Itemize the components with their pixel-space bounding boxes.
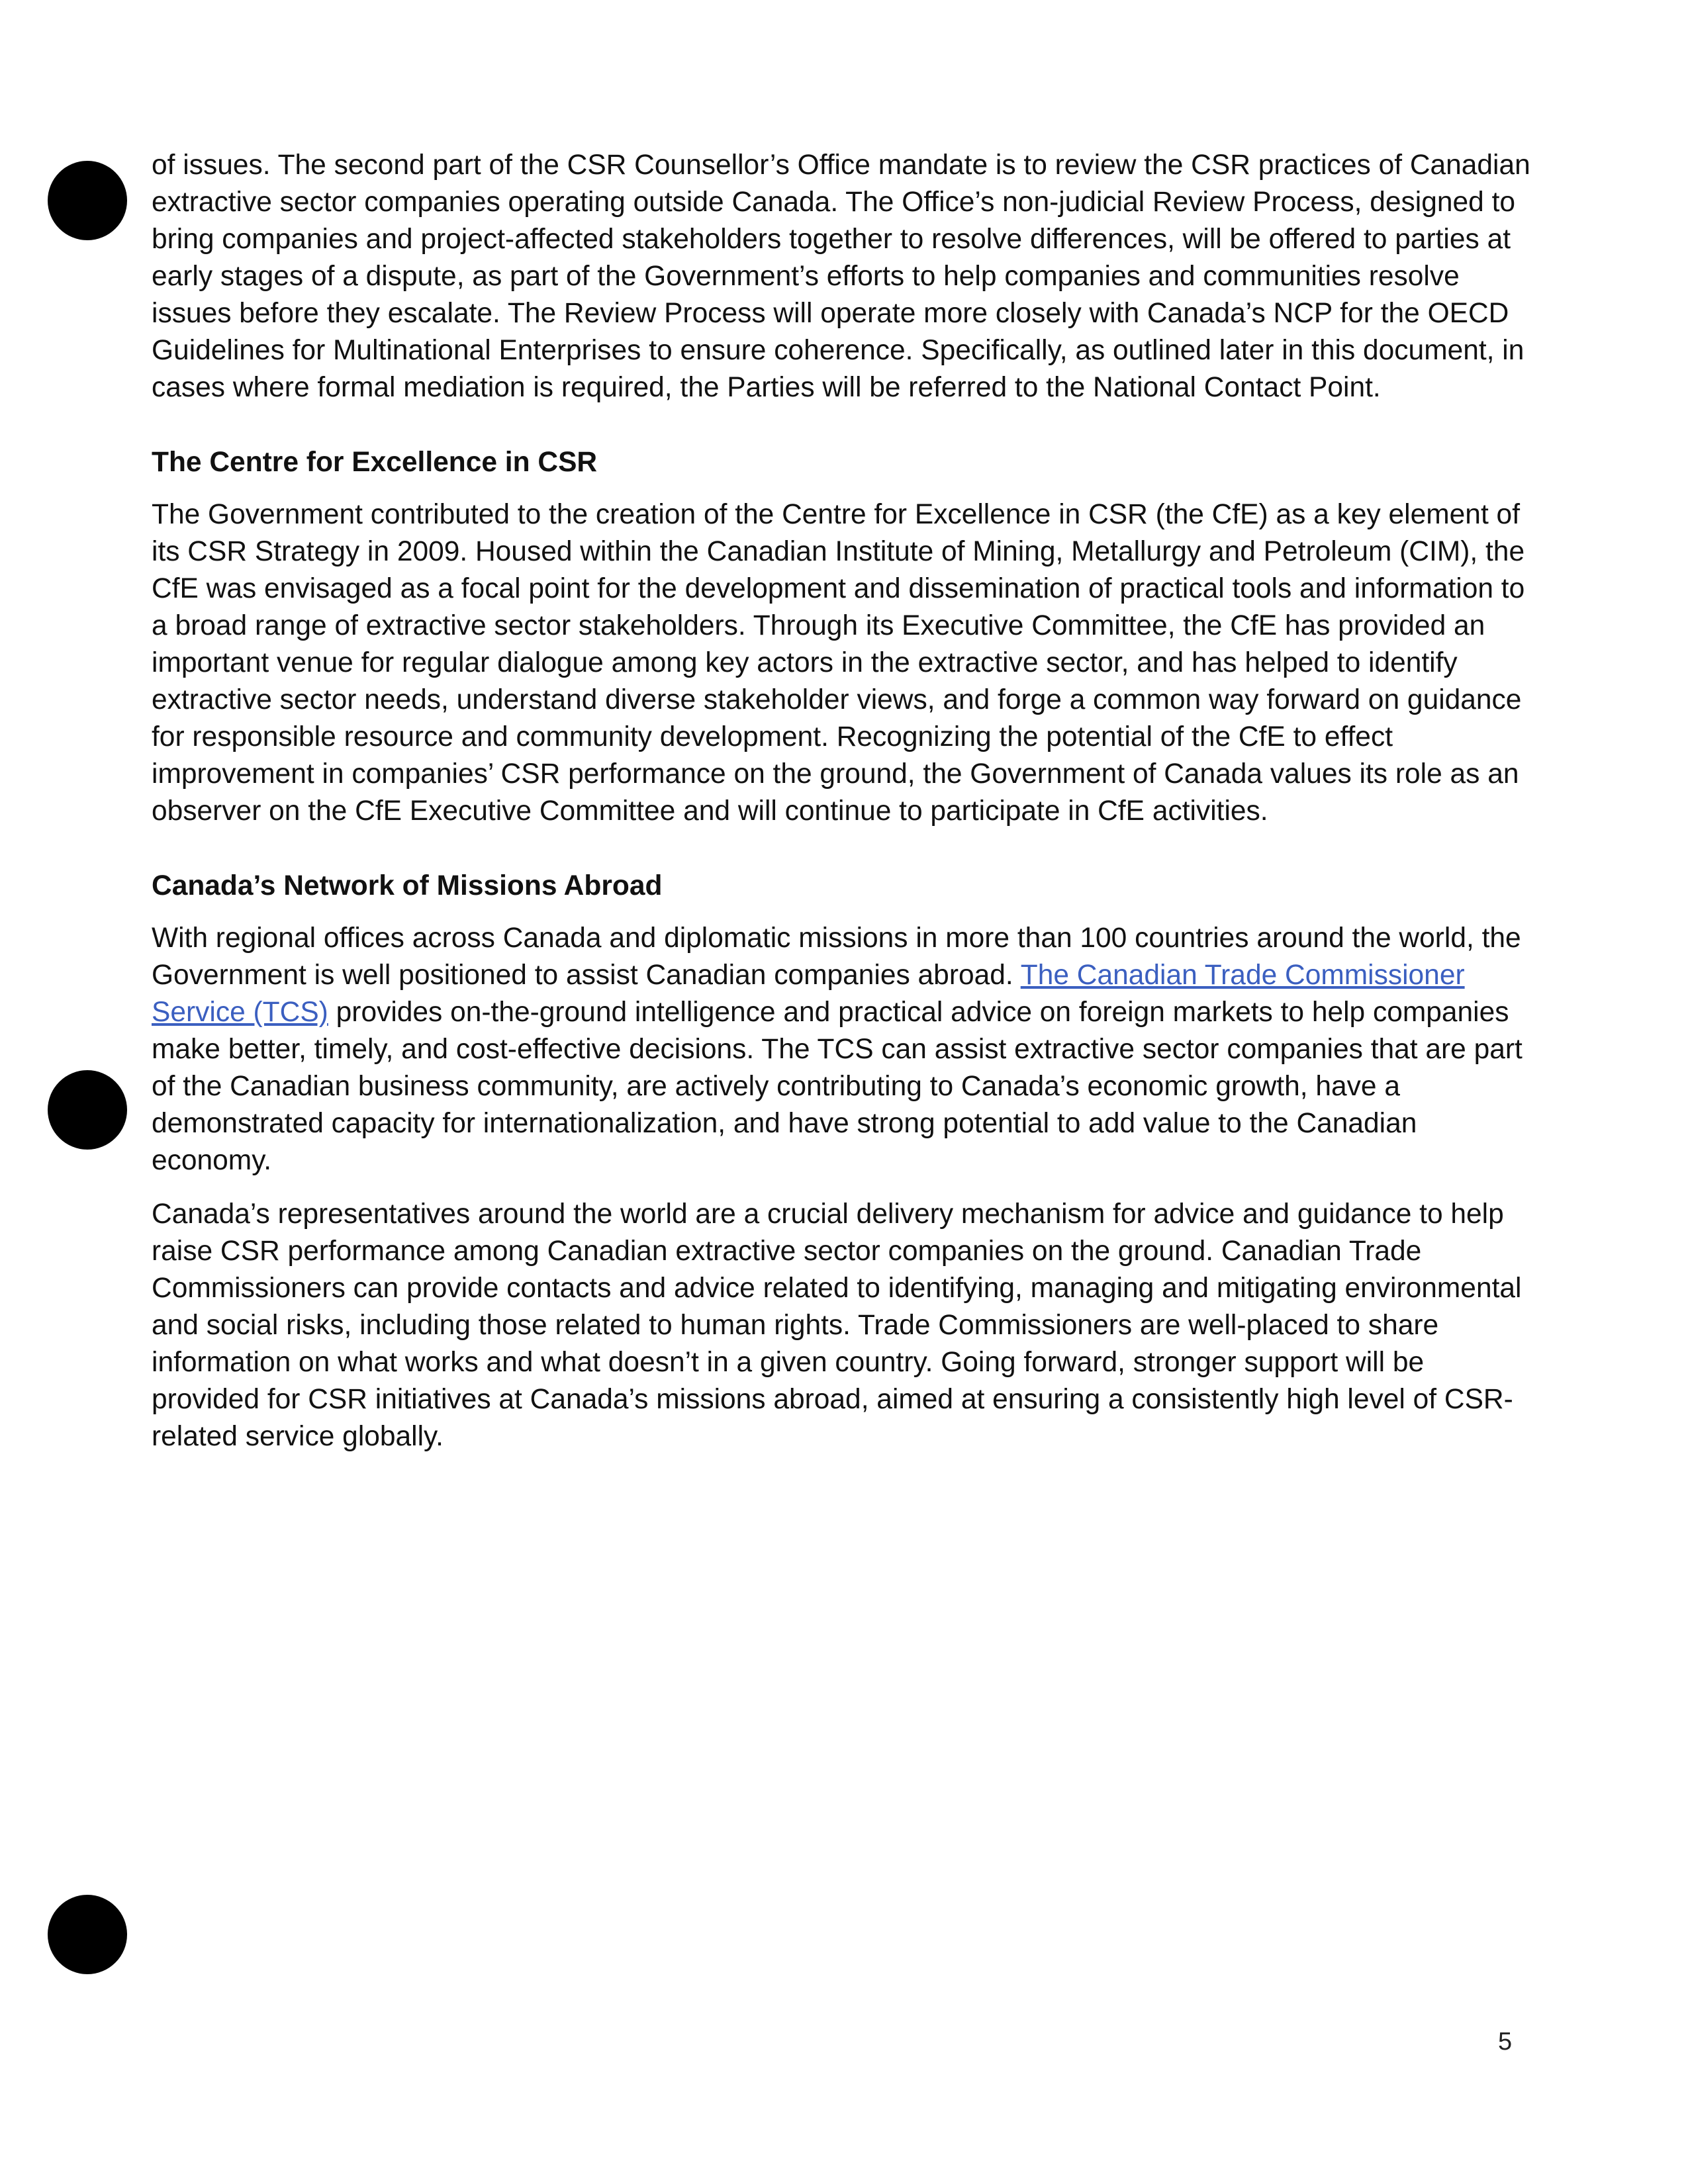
section-heading-cfe: The Centre for Excellence in CSR — [152, 447, 598, 478]
missions-paragraph-1 — [152, 920, 1535, 1179]
section-heading-missions: Canada’s Network of Missions Abroad — [152, 870, 663, 901]
missions-paragraph-2: Canada’s representatives around the world are a crucial delivery mechanism for advice and guidance to help raise CSR performance among Canadian extractive sector companies on the ground. Canadian Trade Commissioners can provide contacts and advice related to identifying, managing and mitigating environmental and social risks, including those related to human rights. Trade Commissioners are well-placed to share information on what works and what doesn’t in a given country. Going forward, stronger support will be provided for CSR initiatives at Canada’s missions abroad, aimed at ensuring a consistently high level of CSR-related service globally. — [152, 1199, 1522, 1452]
binder-hole — [48, 161, 127, 240]
cfe-paragraph: The Government contributed to the creation of the Centre for Excellence in CSR (the CfE) as a key element of its CSR Strategy in 2009. Housed within the Canadian Institute of Mining, Metallurgy and Petroleum (CIM), the CfE was envisaged as a focal point for the development and dissemination of practical tools and information to a broad range of extractive sector stakeholders. Through its Executive Committee, the CfE has provided an important venue for regular dialogue among key actors in the extractive sector, and has helped to identify extractive sector needs, understand diverse stakeholder views, and forge a common way forward on guidance for responsible resource and community development. Recognizing the potential of the CfE to effect improvement in companies’ CSR performance on the ground, the Government of Canada values its role as an observer on the CfE Executive Committee and will continue to participate in CfE activities. — [152, 499, 1525, 827]
intro-paragraph: of issues. The second part of the CSR Counsellor’s Office mandate is to review the CSR practices of Canadian extractive sector companies operating outside Canada. The Office’s non-judicial Review Process, designed to bring companies and project-affected stakeholders together to resolve differences, will be offered to parties at early stages of a dispute, as part of the Government’s efforts to help companies and communities resolve issues before they escalate. The Review Process will operate more closely with Canada’s NCP for the OECD Guidelines for Multinational Enterprises to ensure coherence. Specifically, as outlined later in this document, in cases where formal mediation is required, the Parties will be referred to the National Contact Point. — [152, 150, 1530, 403]
missions-paragraph-1-end: provides on-the-ground intelligence and practical advice on foreign markets to help companies make better, timely, and cost-effective decisions. The TCS can assist extractive sector companies that are part of the Canadian business community, are actively contributing to Canada’s economic growth, have a demonstrated capacity for internationalization, and have strong potential to add value to the Canadian economy. — [152, 997, 1523, 1176]
page-number: 5 — [1498, 2028, 1513, 2056]
binder-hole — [48, 1070, 127, 1150]
binder-hole — [48, 1895, 127, 1974]
missions-paragraph-1-start: With regional offices across Canada and diplomatic missions in more than 100 countries around the world, the Government is well positioned to assist Canadian companies abroad. — [152, 923, 1521, 991]
tcs-link[interactable]: The Canadian Trade Commissioner Service (TCS) — [152, 960, 1465, 1028]
document-body — [152, 147, 1535, 1455]
